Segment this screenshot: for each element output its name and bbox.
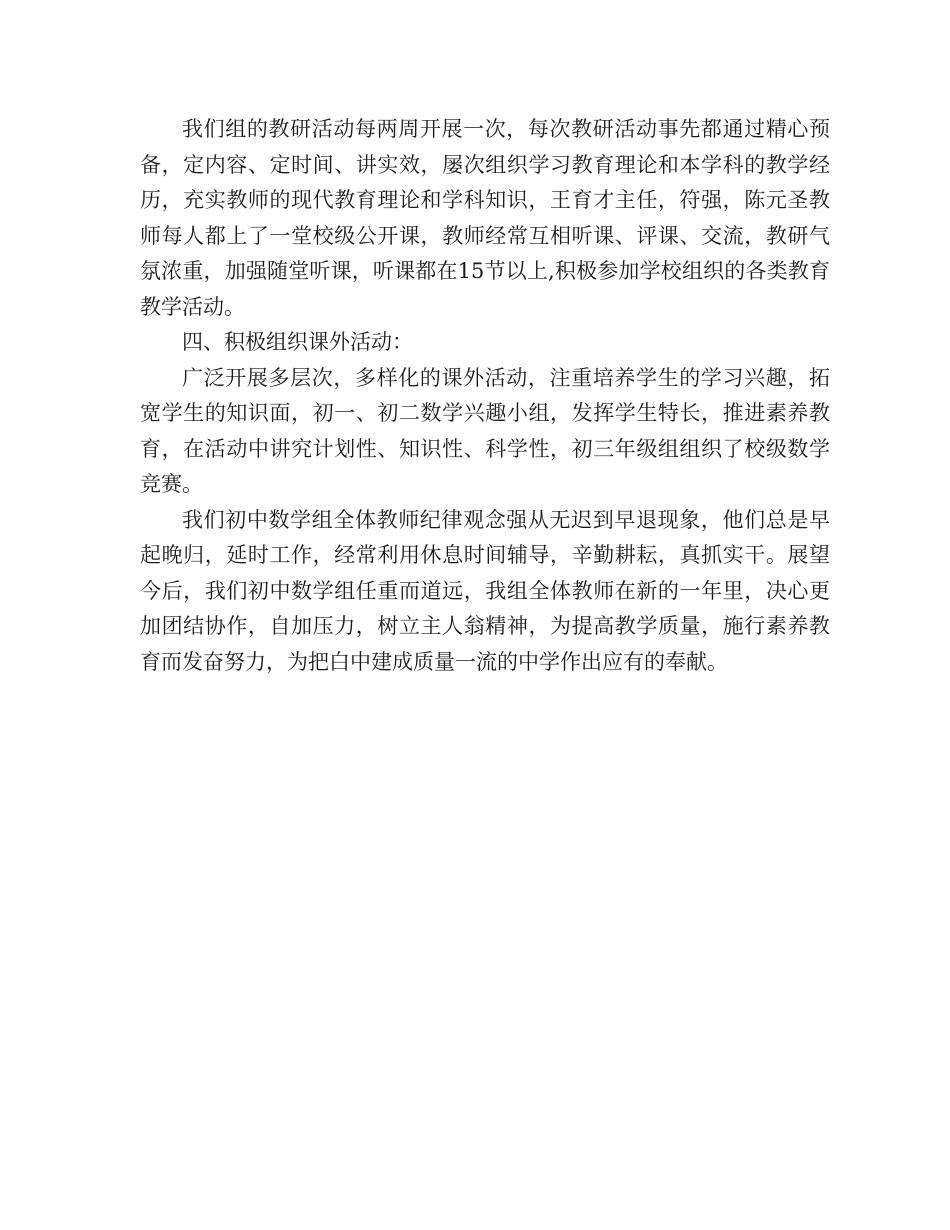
paragraph-extracurricular: 广泛开展多层次，多样化的课外活动，注重培养学生的学习兴趣，拓宽学生的知识面，初一、初二数学兴趣小组，发挥学生特长，推进素养教育，在活动中讲究计划性、知识性、科学性，初三年级组组织了校级数学竞赛。 [140,365,830,496]
paragraph-conclusion: 我们初中数学组全体教师纪律观念强从无迟到早退现象，他们总是早起晚归，延时工作，经常利用休息时间辅导，辛勤耕耘，真抓实干。展望今后，我们初中数学组任重而道远，我组全体教师在新的一年里，决心更加团结协作，自加压力，树立主人翁精神，为提高教学质量，施行素养教育而发奋努力，为把白中建成质量一流的中学作出应有的奉献。 [140,507,830,674]
paragraph-teaching-research: 我们组的教研活动每两周开展一次，每次教研活动事先都通过精心预备，定内容、定时间、讲实效，屡次组织学习教育理论和本学科的教学经历，充实教师的现代教育理论和学科知识，王育才主任，符强，陈元圣教师每人都上了一堂校级公开课，教师经常互相听课、评课、交流，教研气氛浓重，加强随堂听课，听课都在15节以上,积极参加学校组织的各类教育教学活动。 [140,117,830,319]
document-body [140,112,830,680]
section-heading-extracurricular: 四、积极组织课外活动： [182,330,413,354]
